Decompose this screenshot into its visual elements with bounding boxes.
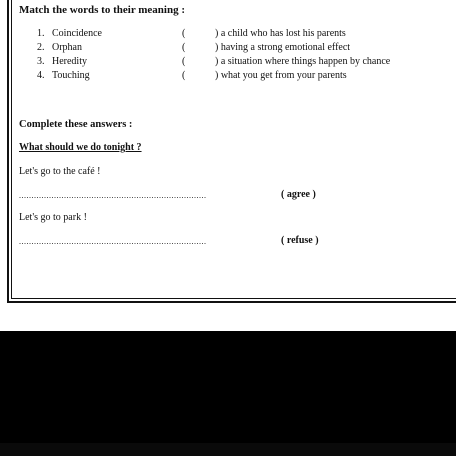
item-number: 1. [37,28,45,39]
frame-border-bottom-inner [11,298,456,299]
frame-border-left-outer [7,0,9,303]
dialogue-prompt: Let's go to park ! [19,212,87,223]
item-number: 3. [37,56,45,67]
completion-exercise-heading: Complete these answers : [19,119,133,130]
answer-slot: ( [182,56,186,67]
item-number: 4. [37,70,45,81]
item-word: Orphan [52,42,82,53]
item-word: Heredity [52,56,87,67]
answer-slot: ( [182,28,186,39]
frame-border-left-inner [11,0,12,299]
bottom-dark-strip [0,443,456,456]
black-background-area [0,331,456,443]
item-definition: ) what you get from your parents [215,70,347,81]
matching-exercise-heading: Match the words to their meaning : [19,4,185,16]
response-cue: ( refuse ) [281,235,319,246]
answer-slot: ( [182,70,186,81]
item-definition: ) a child who has lost his parents [215,28,346,39]
item-number: 2. [37,42,45,53]
item-word: Touching [52,70,90,81]
item-definition: ) a situation where things happen by chance [215,56,391,67]
answer-blank-line[interactable]: ........................................................................... [19,191,207,200]
item-word: Coincidence [52,28,102,39]
answer-blank-line[interactable]: ........................................................................... [19,237,207,246]
frame-border-bottom-outer [7,301,456,303]
answer-slot: ( [182,42,186,53]
dialogue-question: What should we do tonight ? [19,142,142,153]
response-cue: ( agree ) [281,189,316,200]
dialogue-prompt: Let's go to the café ! [19,166,101,177]
item-definition: ) having a strong emotional effect [215,42,351,53]
